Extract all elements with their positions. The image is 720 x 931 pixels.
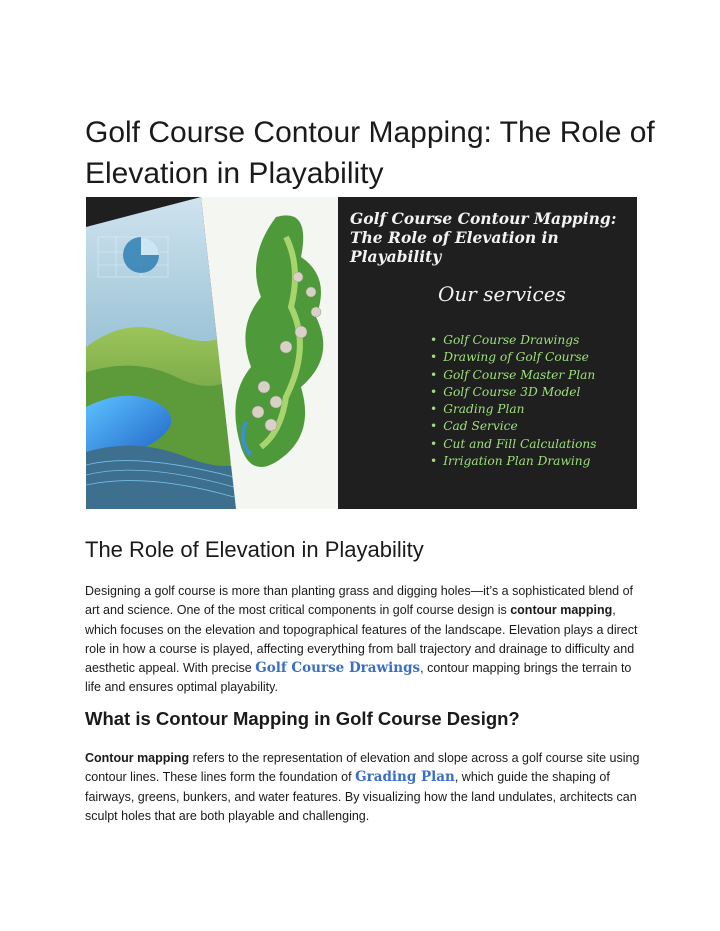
golf-course-drawings-link[interactable]: Golf Course Drawings — [255, 660, 421, 677]
section-heading-contour-mapping: What is Contour Mapping in Golf Course Design? — [85, 708, 520, 729]
bold-term: contour mapping — [510, 603, 613, 618]
page-title: Golf Course Contour Mapping: The Role of Elevation in Playability — [85, 116, 655, 190]
text-segment: Designing a golf course is more than planting grass and digging holes—it’s a sophisticated blend of art and science. One of the most critical components in golf course design is — [85, 584, 634, 618]
service-item: • Golf Course Drawings — [430, 332, 597, 349]
grading-plan-link[interactable]: Grading Plan — [355, 769, 455, 786]
paragraph-contour-mapping — [85, 749, 650, 826]
text-segment: , which focuses on the elevation and topographical features of the landscape. Elevation plays a direct role in how a course is played, affecting everything from ball trajectory and drainage to difficulty and aesthetic appeal. With precise — [85, 603, 638, 676]
service-item: • Golf Course Master Plan — [430, 367, 597, 384]
service-item: • Cad Service — [430, 418, 597, 435]
service-item: • Grading Plan — [430, 401, 597, 418]
service-item: • Drawing of Golf Course — [430, 349, 597, 366]
bold-term: Contour mapping — [85, 751, 190, 765]
paragraph-elevation — [85, 582, 650, 698]
text-segment: refers to the representation of elevation and slope across a golf course site using contour lines. These lines form the foundation of — [85, 751, 640, 785]
hero-heading: Golf Course Contour Mapping: The Role of Elevation in Playability — [350, 209, 617, 266]
text-segment: , which guide the shaping of fairways, greens, bunkers, and water features. By visualizing how the land undulates, architects can sculpt holes that are both playable and challenging. — [85, 770, 637, 823]
section-heading-elevation: The Role of Elevation in Playability — [85, 537, 424, 562]
services-list — [430, 332, 597, 470]
hero-subheading: Our services — [438, 282, 566, 306]
service-item: • Irrigation Plan Drawing — [430, 453, 597, 470]
service-item: • Cut and Fill Calculations — [430, 436, 597, 453]
service-item: • Golf Course 3D Model — [430, 384, 597, 401]
hero-banner-image — [86, 197, 637, 509]
text-segment: , contour mapping brings the terrain to life and ensures optimal playability. — [85, 661, 632, 695]
